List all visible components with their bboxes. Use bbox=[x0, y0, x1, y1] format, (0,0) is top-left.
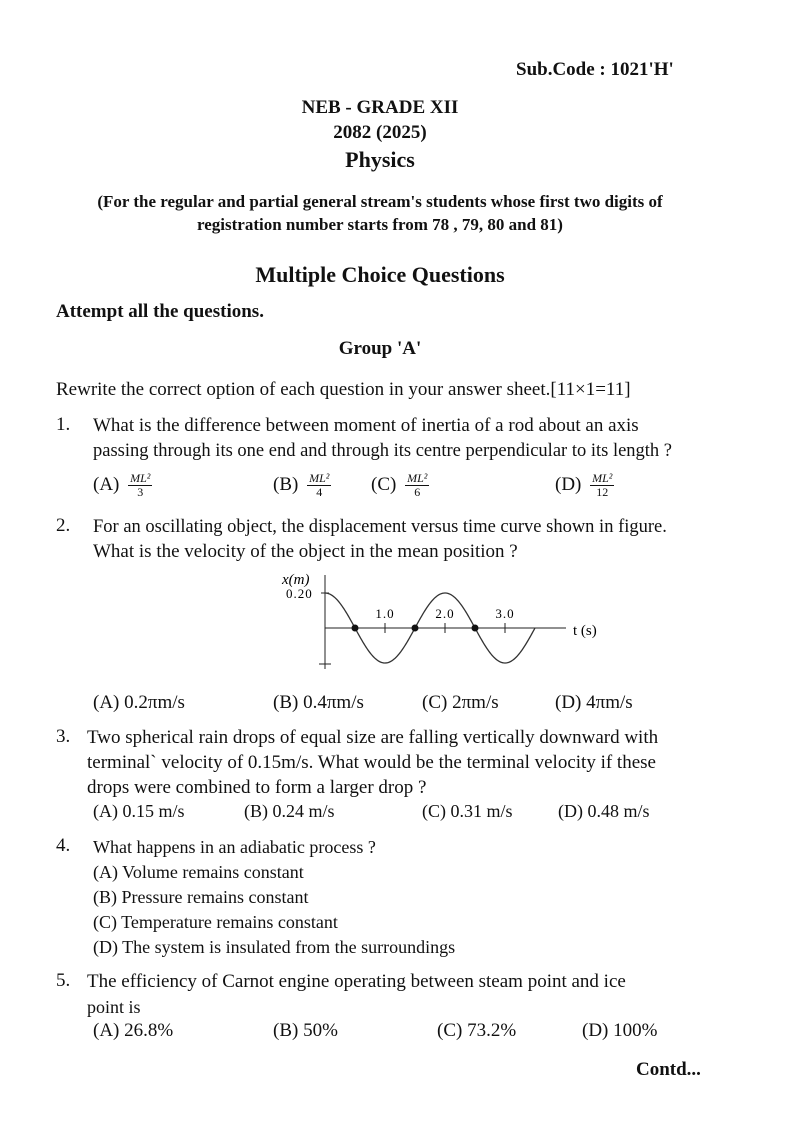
group-title: Group 'A' bbox=[338, 338, 422, 359]
option-a: (A) 26.8% bbox=[93, 1020, 174, 1041]
board-title: NEB - GRADE XII bbox=[301, 97, 459, 118]
option-c bbox=[371, 472, 429, 499]
attempt-instruction: Attempt all the questions. bbox=[56, 301, 264, 322]
eligibility-note-line1: (For the regular and partial general stream's students whose first two digits of bbox=[97, 192, 663, 211]
eligibility-note-line2: registration number starts from 78 , 79, 80 and 81) bbox=[197, 215, 563, 234]
option-c: (C) Temperature remains constant bbox=[93, 912, 338, 932]
question-text: What happens in an adiabatic process ? bbox=[93, 837, 376, 857]
option-label: (A) bbox=[93, 473, 120, 495]
subject-title: Physics bbox=[345, 147, 415, 172]
question-text: What is the difference between moment of inertia of a rod about an axis bbox=[93, 415, 639, 436]
option-d: (D) 0.48 m/s bbox=[558, 801, 650, 821]
fraction bbox=[307, 472, 331, 499]
question-text: drops were combined to form a larger drop ? bbox=[87, 777, 427, 798]
displacement-time-graph bbox=[270, 567, 630, 677]
graph-y-tick-label: 0.20 bbox=[286, 586, 313, 601]
question-text: point is bbox=[87, 997, 141, 1017]
fraction-denominator: 6 bbox=[414, 485, 421, 499]
fraction bbox=[128, 472, 152, 499]
fraction-numerator: ML² bbox=[592, 471, 613, 485]
option-d bbox=[555, 472, 614, 499]
question-number: 3. bbox=[56, 726, 71, 747]
t-axis-tick-label: 3.0 bbox=[495, 606, 515, 621]
option-c: (C) 73.2% bbox=[437, 1020, 517, 1041]
option-b: (B) 50% bbox=[273, 1020, 338, 1041]
question-text: Two spherical rain drops of equal size are falling vertically downward with bbox=[87, 727, 659, 748]
option-label: (D) bbox=[555, 473, 582, 495]
section-title: Multiple Choice Questions bbox=[255, 262, 505, 287]
option-b: (B) 0.24 m/s bbox=[244, 801, 335, 821]
mean-position-point bbox=[352, 625, 359, 632]
question-number: 5. bbox=[56, 970, 71, 991]
exam-year: 2082 (2025) bbox=[333, 122, 427, 143]
option-a bbox=[93, 472, 152, 499]
t-axis-tick-label: 2.0 bbox=[435, 606, 455, 621]
option-a: (A) Volume remains constant bbox=[93, 862, 304, 882]
option-b bbox=[273, 472, 331, 499]
fraction-denominator: 4 bbox=[316, 485, 323, 499]
option-c: (C) 0.31 m/s bbox=[422, 801, 513, 821]
fraction bbox=[590, 472, 614, 499]
question-text: passing through its one end and through its centre perpendicular to its length ? bbox=[93, 441, 673, 461]
option-label: (B) bbox=[273, 473, 299, 495]
fraction bbox=[405, 472, 429, 499]
answer-instruction: Rewrite the correct option of each question in your answer sheet.[11×1=11] bbox=[56, 379, 631, 400]
fraction-numerator: ML² bbox=[309, 471, 330, 485]
continued-note: Contd... bbox=[636, 1059, 701, 1080]
t-axis-ticks bbox=[375, 606, 514, 633]
question-number: 1. bbox=[56, 414, 71, 435]
mean-position-point bbox=[412, 625, 419, 632]
graph-x-label: t (s) bbox=[573, 623, 597, 639]
option-c: (C) 2πm/s bbox=[422, 692, 499, 713]
fraction-numerator: ML² bbox=[130, 471, 151, 485]
fraction-denominator: 3 bbox=[137, 485, 144, 499]
fraction-numerator: ML² bbox=[407, 471, 428, 485]
question-text: terminal` velocity of 0.15m/s. What would be the terminal velocity if these bbox=[87, 752, 656, 773]
sub-code: Sub.Code : 1021'H' bbox=[516, 59, 674, 80]
question-text: The efficiency of Carnot engine operating between steam point and ice bbox=[87, 971, 626, 992]
option-a: (A) 0.2πm/s bbox=[93, 692, 185, 713]
mean-position-point bbox=[472, 625, 479, 632]
option-b: (B) Pressure remains constant bbox=[93, 887, 309, 907]
question-text: For an oscillating object, the displacement versus time curve shown in figure. bbox=[93, 517, 667, 537]
option-d: (D) The system is insulated from the surroundings bbox=[93, 937, 456, 957]
option-label: (C) bbox=[371, 473, 397, 495]
question-number: 2. bbox=[56, 515, 71, 536]
t-axis-tick-label: 1.0 bbox=[375, 606, 395, 621]
question-text: What is the velocity of the object in the mean position ? bbox=[93, 541, 518, 562]
fraction-denominator: 12 bbox=[596, 485, 609, 499]
option-d: (D) 100% bbox=[582, 1020, 658, 1041]
option-b: (B) 0.4πm/s bbox=[273, 692, 364, 713]
graph-y-label: x(m) bbox=[282, 572, 310, 588]
question-number: 4. bbox=[56, 835, 71, 856]
option-a: (A) 0.15 m/s bbox=[93, 801, 185, 821]
option-d: (D) 4πm/s bbox=[555, 692, 633, 713]
